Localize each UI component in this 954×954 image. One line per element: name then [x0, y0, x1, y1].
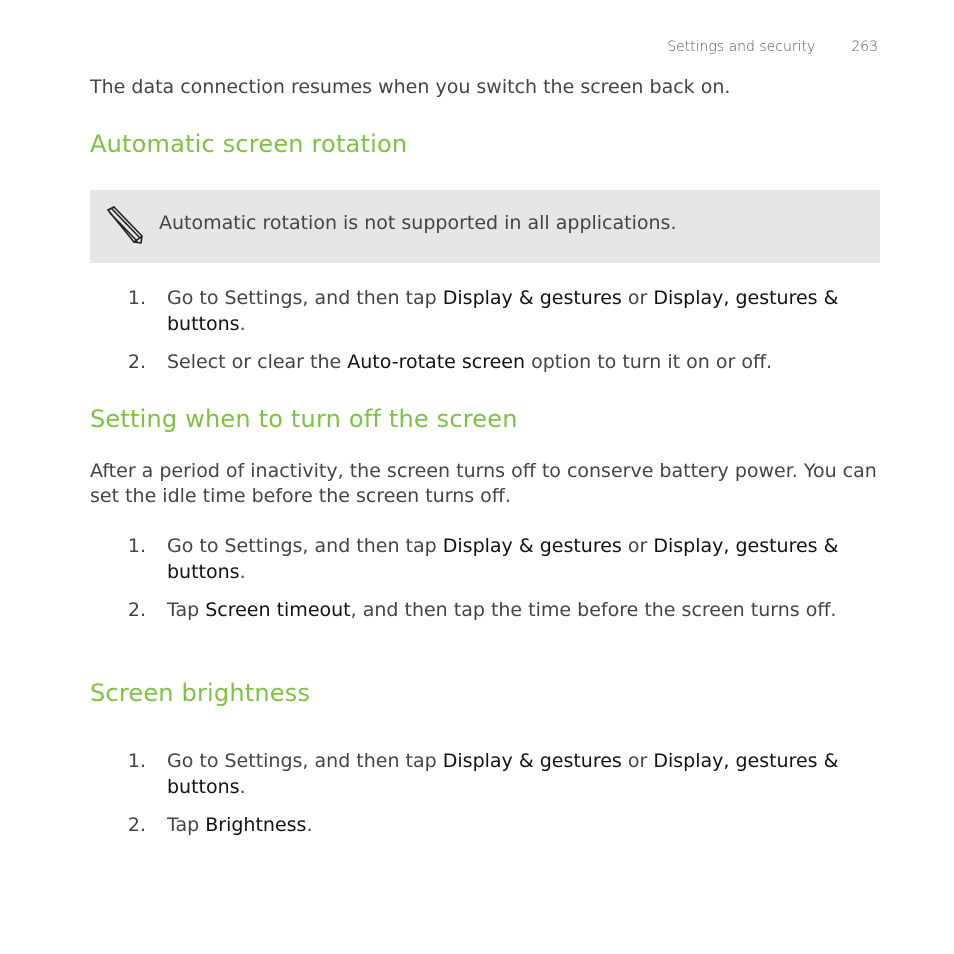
- page-number: 263: [851, 39, 878, 55]
- ui-term-display-gestures-buttons: Display, gestures & buttons: [167, 287, 839, 335]
- ui-term-display-gestures-buttons: Display, gestures & buttons: [167, 535, 839, 583]
- note-box: [90, 190, 880, 263]
- step-text: option to turn it on or off.: [525, 351, 773, 373]
- step-text: Tap: [167, 814, 206, 836]
- timeout-paragraph: After a period of inactivity, the screen turns off to conserve battery power. You can set the idle time before the screen turns off.: [90, 460, 877, 507]
- step-text: .: [239, 561, 246, 583]
- list-item: [90, 533, 880, 585]
- list-item: [90, 285, 880, 337]
- step-text: Tap: [167, 599, 206, 621]
- list-item: [90, 597, 880, 623]
- ui-term-display-gestures: Display & gestures: [442, 287, 622, 309]
- ui-term-auto-rotate-screen: Auto-rotate screen: [347, 351, 526, 373]
- ui-term-brightness: Brightness: [205, 814, 307, 836]
- step-text: or: [621, 287, 654, 309]
- heading-screen-timeout: Setting when to turn off the screen: [90, 405, 518, 433]
- step-text: or: [621, 750, 654, 772]
- intro-paragraph: The data connection resumes when you switch the screen back on.: [90, 76, 731, 98]
- step-number: 1.: [127, 750, 146, 772]
- step-text: .: [239, 313, 246, 335]
- step-number: 2.: [127, 599, 146, 621]
- rotation-steps: [90, 285, 880, 387]
- step-text: Select or clear the: [167, 351, 348, 373]
- note-text: Automatic rotation is not supported in all applications.: [159, 212, 677, 234]
- ui-term-display-gestures-buttons: Display, gestures & buttons: [167, 750, 839, 798]
- heading-screen-brightness: Screen brightness: [90, 679, 311, 707]
- brightness-steps: [90, 748, 880, 850]
- list-item: [90, 812, 880, 838]
- step-text: Go to Settings, and then tap: [167, 750, 443, 772]
- step-number: 2.: [127, 814, 146, 836]
- list-item: [90, 349, 880, 375]
- step-text: or: [621, 535, 654, 557]
- ui-term-display-gestures: Display & gestures: [442, 750, 622, 772]
- step-number: 2.: [127, 351, 146, 373]
- ui-term-screen-timeout: Screen timeout: [205, 599, 351, 621]
- step-text: , and then tap the time before the screen turns off.: [350, 599, 837, 621]
- timeout-steps: [90, 533, 880, 635]
- step-number: 1.: [127, 287, 146, 309]
- step-text: .: [306, 814, 313, 836]
- heading-automatic-screen-rotation: Automatic screen rotation: [90, 130, 408, 158]
- header-section-title: Settings and security: [667, 39, 816, 55]
- step-text: Go to Settings, and then tap: [167, 287, 443, 309]
- step-number: 1.: [127, 535, 146, 557]
- list-item: [90, 748, 880, 800]
- pencil-note-icon: [104, 204, 146, 246]
- ui-term-display-gestures: Display & gestures: [442, 535, 622, 557]
- step-text: .: [239, 776, 246, 798]
- page-header: [667, 39, 878, 55]
- step-text: Go to Settings, and then tap: [167, 535, 443, 557]
